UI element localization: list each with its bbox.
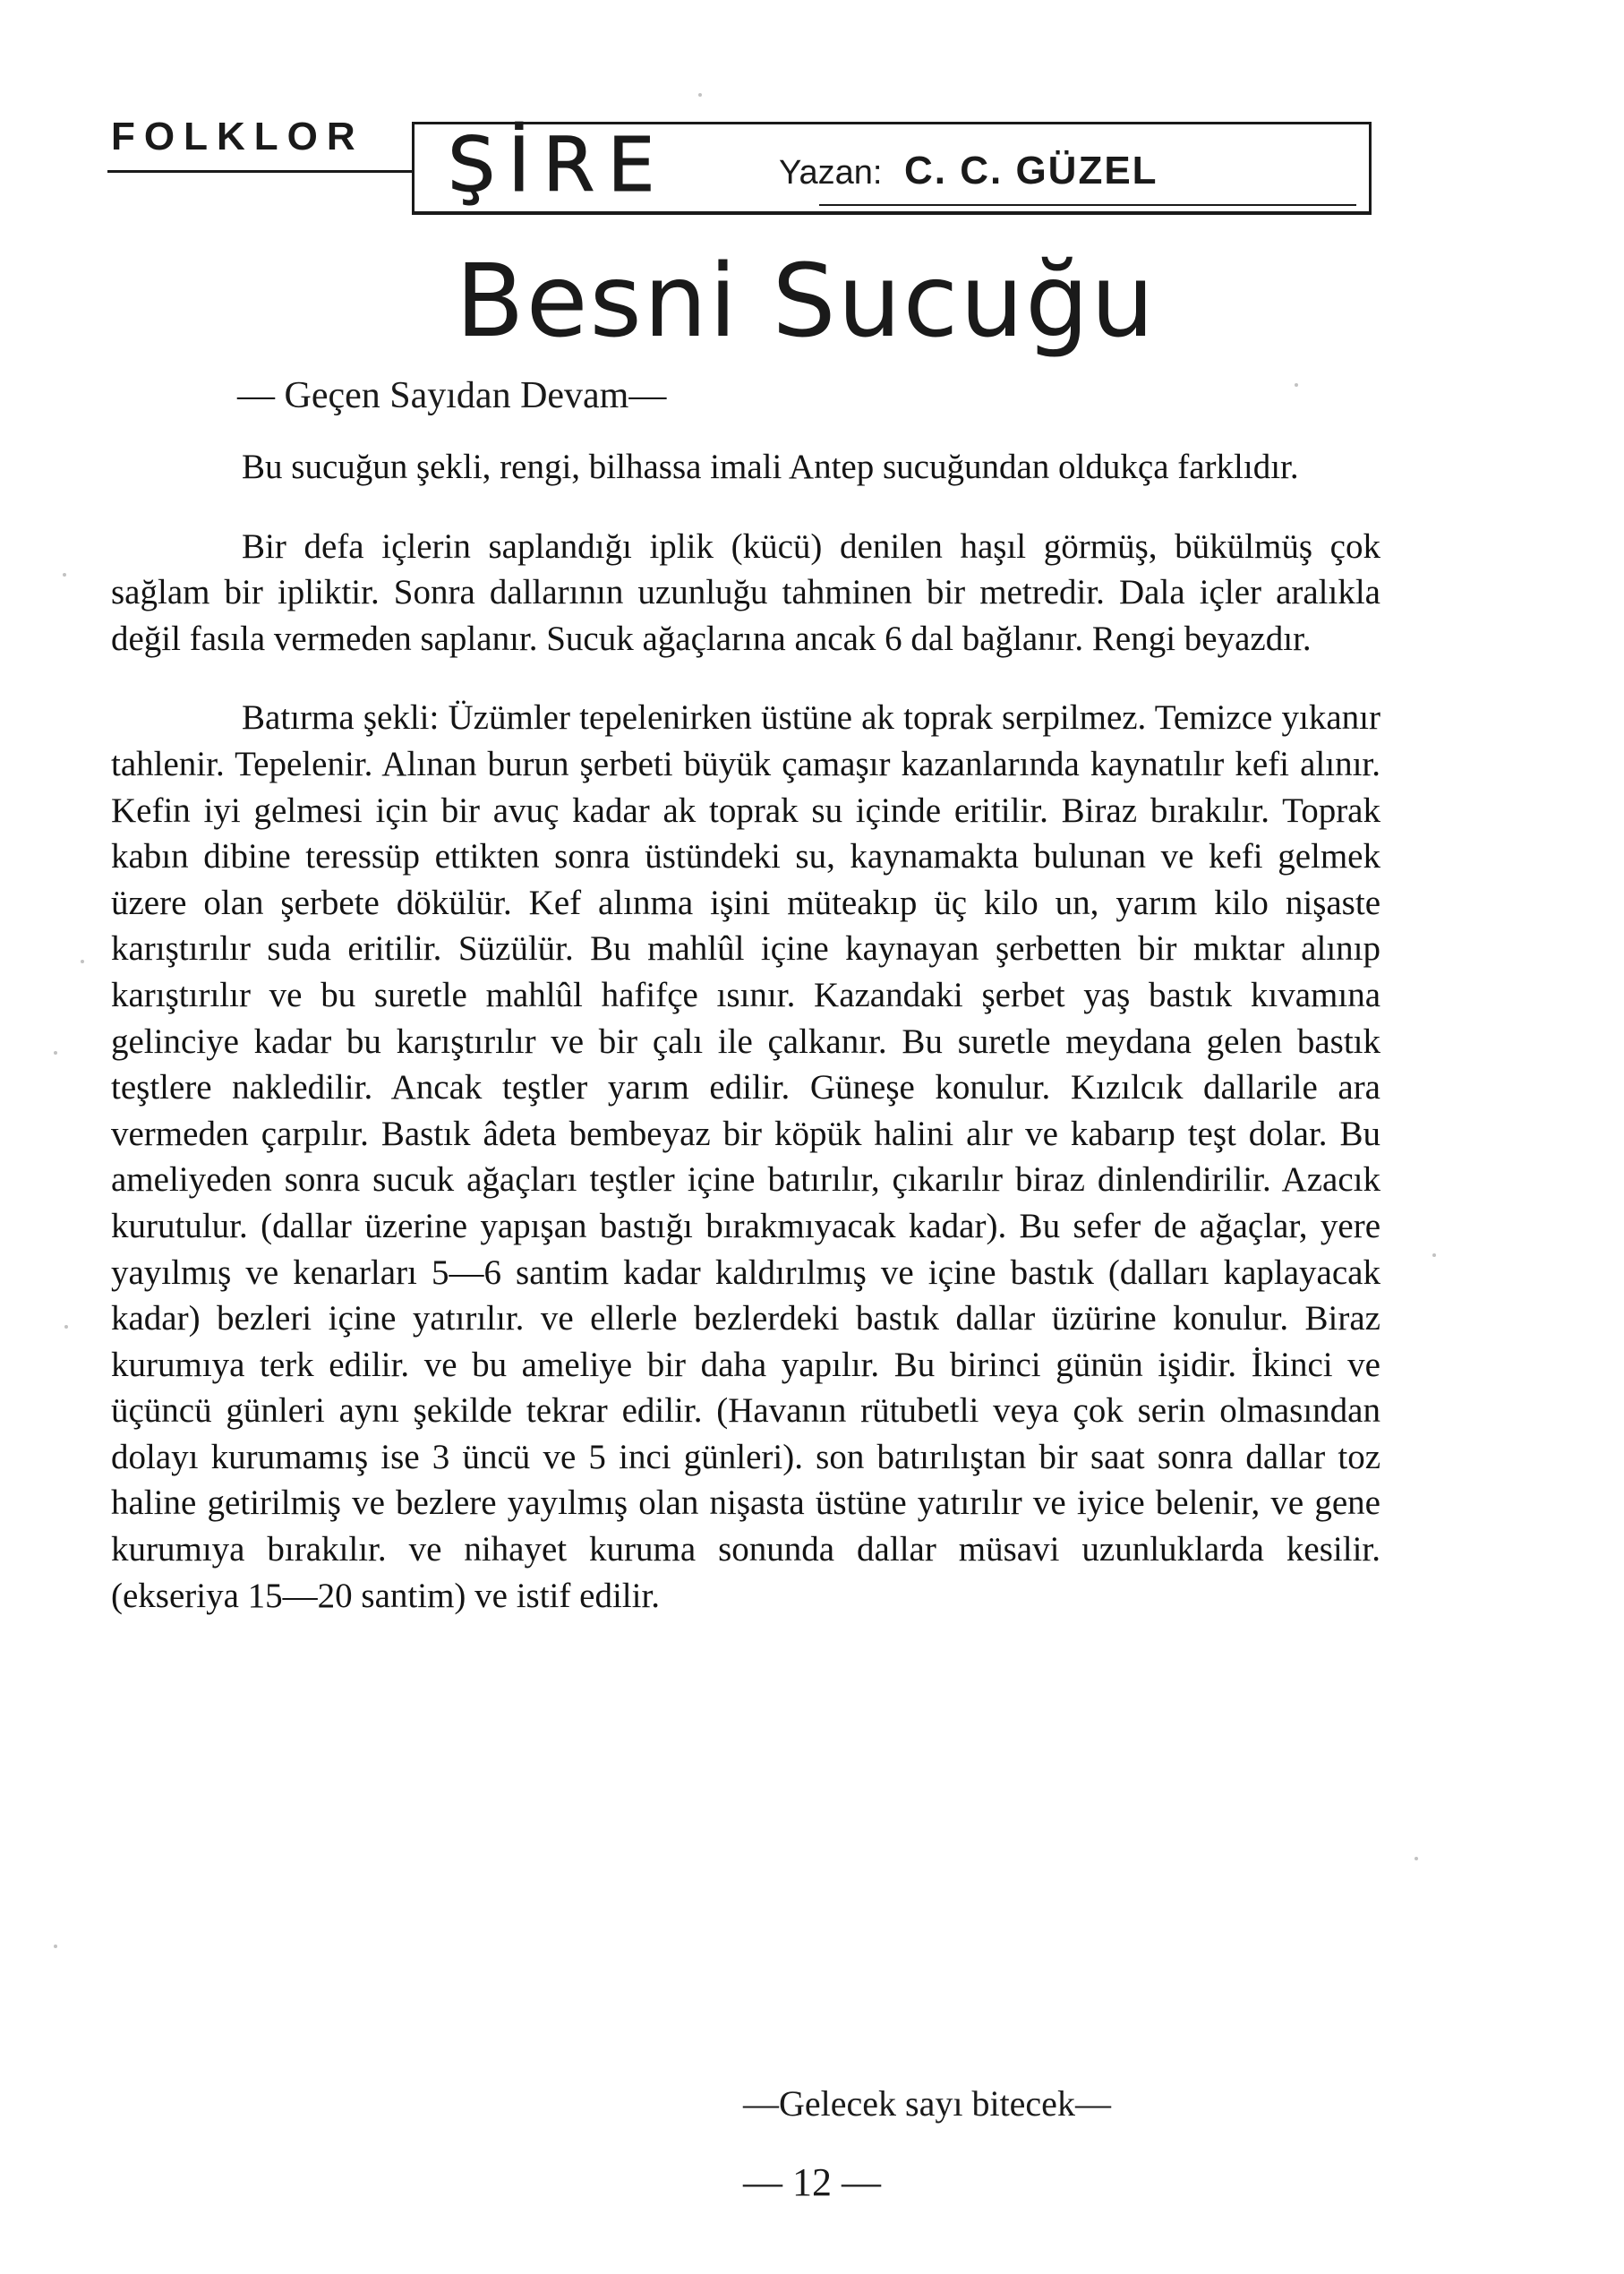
paragraph: Bu sucuğun şekli, rengi, bilhassa imali Antep sucuğundan oldukça farklıdır. bbox=[242, 448, 1299, 486]
scan-speck bbox=[698, 93, 702, 97]
article-subtitle: — Geçen Sayıdan Devam— bbox=[237, 375, 667, 416]
continuation-note: —Gelecek sayı bitecek— bbox=[743, 2083, 1111, 2124]
paragraph-gap bbox=[111, 491, 1380, 524]
scan-speck bbox=[54, 1051, 57, 1055]
section-label: FOLKLOR bbox=[111, 115, 364, 158]
scan-speck bbox=[1295, 383, 1298, 387]
scan-speck bbox=[64, 1325, 68, 1329]
article-body bbox=[111, 444, 1380, 1619]
paragraph: Batırma şekli: Üzümler tepelenirken üstüne ak toprak serpilmez. Temizce yıkanır tahlenir. Tepelenir. Alınan burun şerbeti büyük çamaşır kazanlarında kaynatılır kefi alınır. Kefin iyi gelmesi için bir avuç kadar ak toprak su içinde eritilir. Biraz bırakılır. Toprak kabın dibine teressüp ettikten sonra üstündeki su, kaynamakta bulunan ve kefi gelmek üzere olan şerbete dökülür. Kef alınma işini müteakıp üç kilo un, yarım kilo nişaste karıştırılır suda eritilir. Süzülür. Bu mahlûl içine kaynayan şerbetten bir mıktar alınıp karıştırılır ve bu suretle mahlûl hafifçe ısınır. Kazandaki şerbet yaş bastık kıvamına gelinciye kadar bu karıştırılır ve bir çalı ile çalkanır. Bu suretle meydana gelen bastık teştlere nakledilir. Ancak teştler yarım edilir. Güneşe konulur. Kızılcık dallarile ara vermeden çarpılır. Bastık âdeta bembeyaz bir köpük halini alır ve kabarıp teşt dolar. Bu ameliyeden sonra sucuk ağaçları teştler içine batırılır, çıkarılır biraz dinlendirilir. Azacık kurutulur. (dallar üzerine yapışan bastığı bırakmıyacak kadar). Bu sefer de ağaçlar, yere yayılmış ve kenarları 5—6 santim kadar kaldırılmış ve içine bastık (dalları kaplayacak kadar) bezleri içine yatırılır. ve ellerle bezlerdeki bastık dallar üzürine konulur. Biraz kurumıya terk edilir. ve bu ameliye bir daha yapılır. Bu birinci günün işidir. İkinci ve üçüncü günleri aynı şekilde tekrar edilir. (Havanın rütubetli veya çok serin olmasından dolayı kurumamış ise 3 üncü ve 5 inci günleri). son batırılıştan bir saat sonra dallar toz haline getirilmiş ve bezlere yayılmış olan nişasta üstüne yatırılır ve iyice belenir, ve gene kurumıya bırakılır. ve nihayet kuruma sonunda dallar müsavi uzunluklarda kesilir. (ekseriya 15—20 santim) ve istif edilir. bbox=[111, 698, 1380, 1615]
article-title: Besni Sucuğu bbox=[455, 244, 1157, 360]
scan-speck bbox=[1432, 1253, 1436, 1257]
column-name: ŞİRE bbox=[448, 121, 668, 209]
scan-speck bbox=[54, 1945, 57, 1948]
scan-speck bbox=[1415, 1857, 1418, 1860]
section-underline bbox=[107, 170, 412, 173]
paragraph: Bir defa içlerin saplandığı iplik (kücü) denilen haşıl görmüş, bükülmüş çok sağlam bir ipliktir. Sonra dallarının uzunluğu tahminen bir metredir. Dala içler aralıkla değil fasıla vermeden saplanır. Sucuk ağaçlarına ancak 6 dal bağlanır. Rengi beyazdır. bbox=[111, 526, 1380, 658]
scan-speck bbox=[63, 573, 66, 577]
author-underline bbox=[819, 204, 1356, 206]
author-name: C. C. GÜZEL bbox=[904, 149, 1158, 192]
page-number: — 12 — bbox=[743, 2160, 881, 2204]
author-label: Yazan: bbox=[779, 154, 883, 192]
paragraph-gap bbox=[111, 662, 1380, 695]
scan-speck bbox=[81, 960, 84, 963]
